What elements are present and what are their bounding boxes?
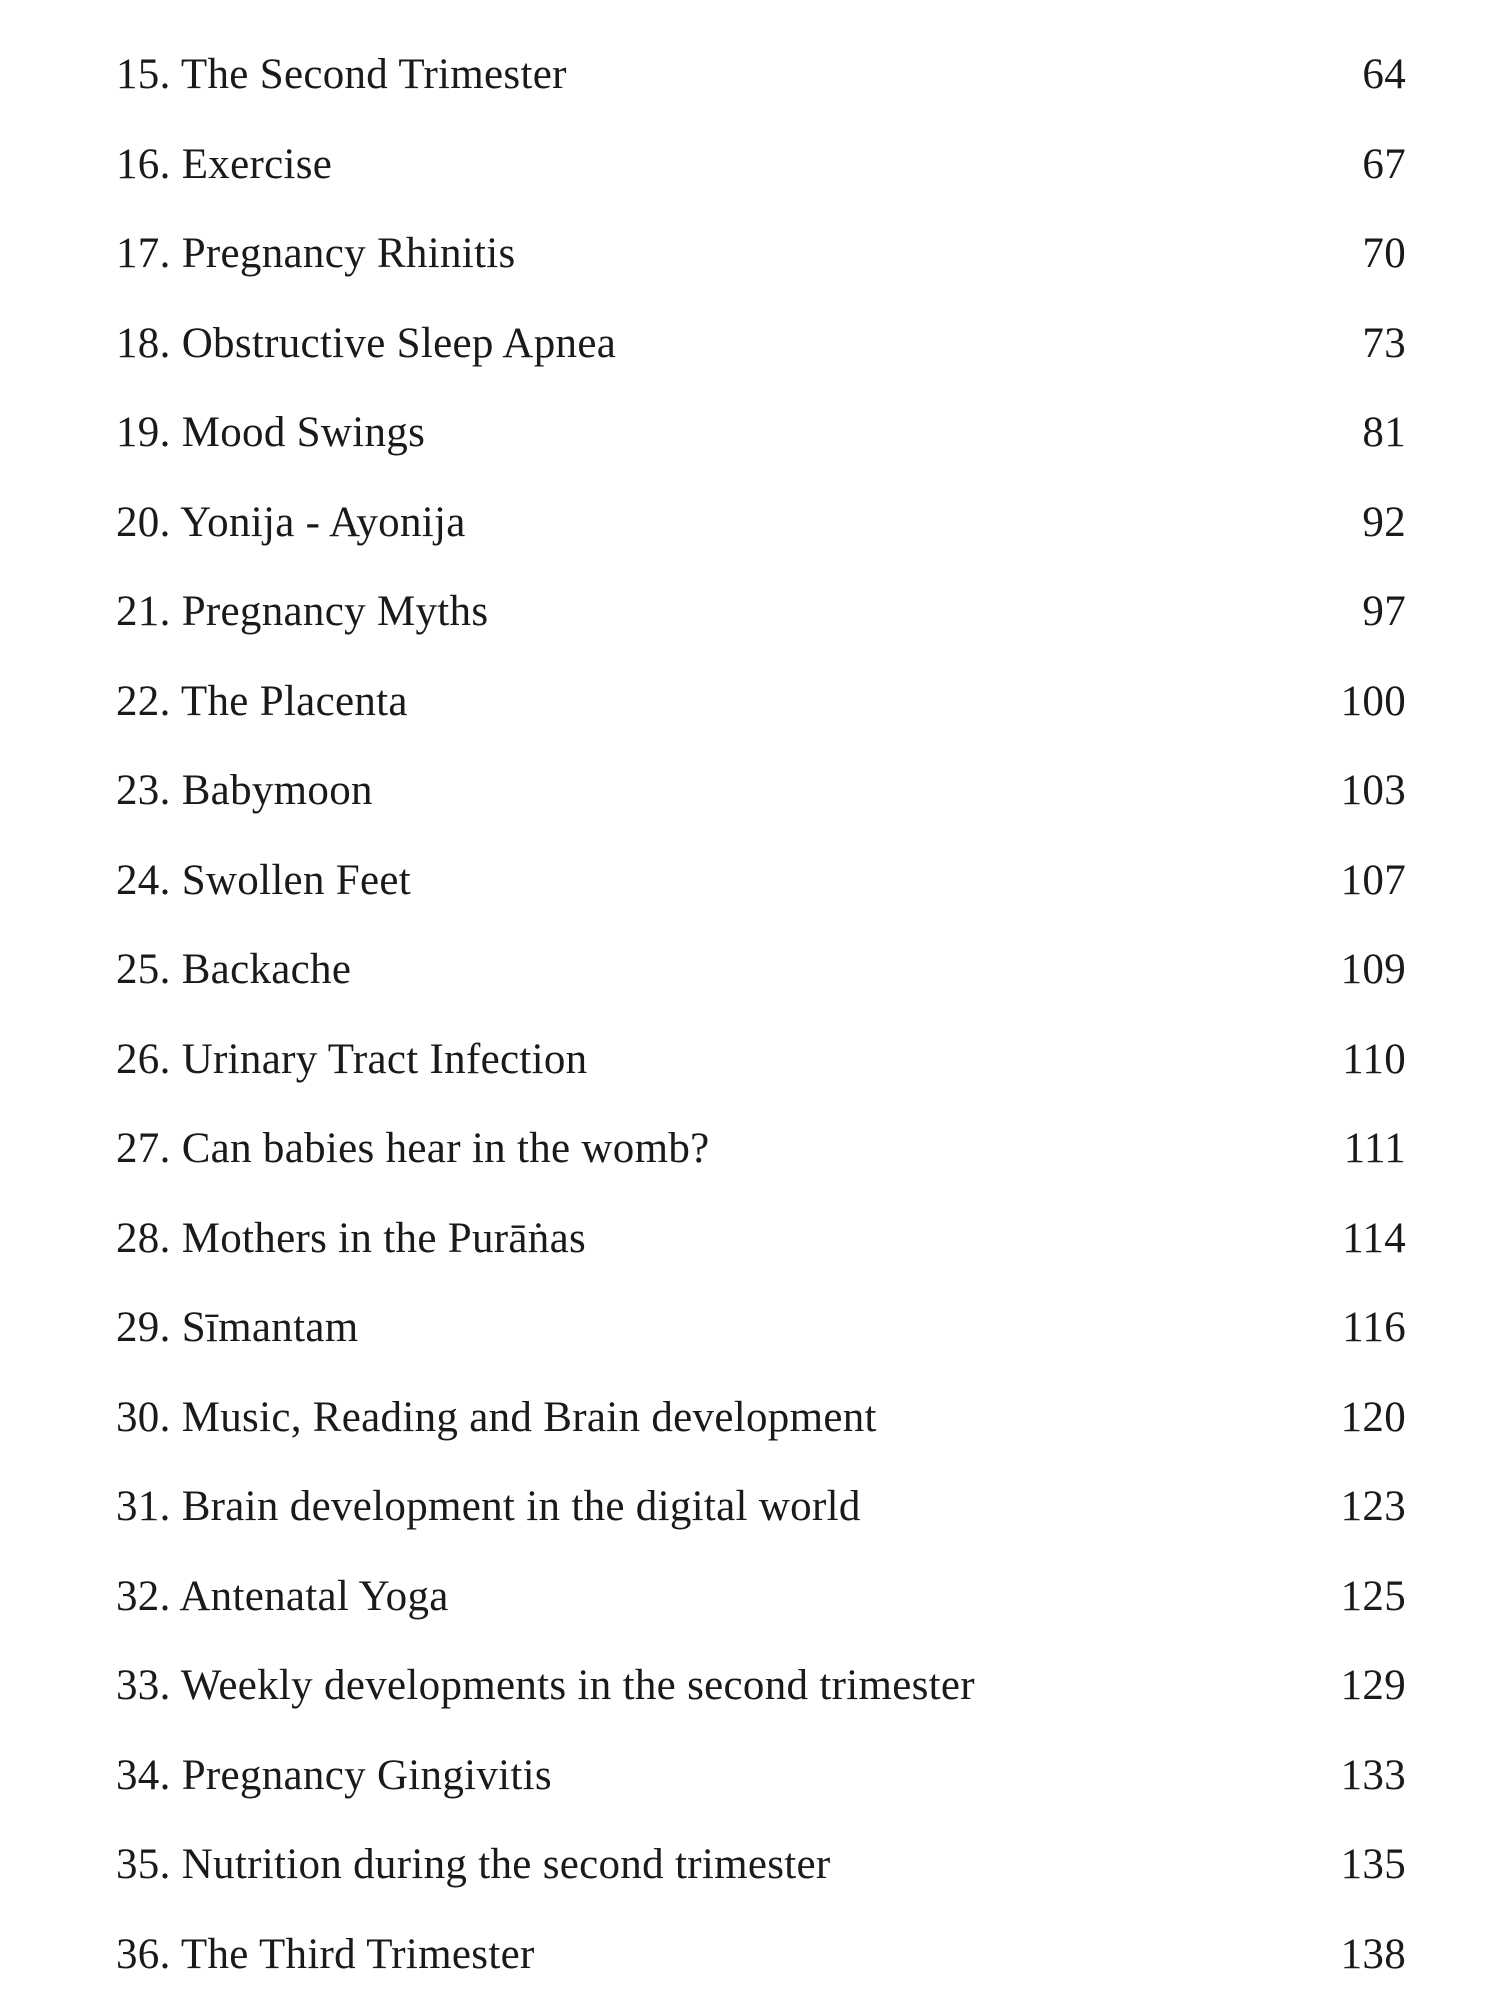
toc-entry-page: 114: [1342, 1206, 1406, 1272]
toc-entry: [116, 758, 1406, 848]
toc-entry-page: 92: [1362, 490, 1406, 556]
toc-entry-page: 109: [1341, 937, 1406, 1003]
toc-entry-page: 116: [1342, 1295, 1406, 1361]
toc-entry-title: 27. Can babies hear in the womb?: [116, 1116, 710, 1182]
toc-entry-page: 133: [1341, 1743, 1406, 1809]
toc-entry-page: 64: [1362, 42, 1406, 108]
toc-entry: [116, 1922, 1406, 2011]
toc-entry-page: 107: [1341, 848, 1406, 914]
toc-entry-title: 28. Mothers in the Purāṅas: [116, 1206, 586, 1272]
toc-entry: [116, 1027, 1406, 1117]
toc-entry-page: 129: [1341, 1653, 1406, 1719]
toc-entry: [116, 400, 1406, 490]
toc-entry-page: 73: [1362, 311, 1406, 377]
toc-entry-title: 19. Mood Swings: [116, 400, 425, 466]
toc-entry: [116, 42, 1406, 132]
toc-entry-page: 111: [1344, 1116, 1406, 1182]
toc-entry: [116, 221, 1406, 311]
toc-entry: [116, 490, 1406, 580]
toc-entry: [116, 132, 1406, 222]
toc-entry-title: 18. Obstructive Sleep Apnea: [116, 311, 616, 377]
toc-entry: [116, 579, 1406, 669]
toc-entry-page: 70: [1362, 221, 1406, 287]
toc-entry: [116, 937, 1406, 1027]
toc-entry: [116, 1295, 1406, 1385]
toc-entry-title: 16. Exercise: [116, 132, 332, 198]
toc-entry-page: 81: [1362, 400, 1406, 466]
table-of-contents: [116, 42, 1406, 2011]
toc-entry: [116, 1653, 1406, 1743]
toc-entry-title: 24. Swollen Feet: [116, 848, 411, 914]
toc-entry-page: 123: [1341, 1474, 1406, 1540]
toc-entry-page: 100: [1341, 669, 1406, 735]
toc-entry-page: 110: [1342, 1027, 1406, 1093]
toc-entry: [116, 669, 1406, 759]
toc-entry-page: 103: [1341, 758, 1406, 824]
toc-entry-title: 31. Brain development in the digital world: [116, 1474, 861, 1540]
toc-entry-page: 138: [1341, 1922, 1406, 1988]
toc-entry-page: 97: [1362, 579, 1406, 645]
toc-entry-title: 20. Yonija - Ayonija: [116, 490, 466, 556]
toc-entry: [116, 1743, 1406, 1833]
toc-entry: [116, 848, 1406, 938]
toc-entry: [116, 311, 1406, 401]
toc-entry-title: 34. Pregnancy Gingivitis: [116, 1743, 552, 1809]
toc-entry-page: 67: [1362, 132, 1406, 198]
toc-entry-title: 36. The Third Trimester: [116, 1922, 535, 1988]
toc-entry: [116, 1474, 1406, 1564]
toc-entry-title: 32. Antenatal Yoga: [116, 1564, 449, 1630]
toc-entry-title: 26. Urinary Tract Infection: [116, 1027, 587, 1093]
toc-entry-page: 135: [1341, 1832, 1406, 1898]
toc-entry-title: 15. The Second Trimester: [116, 42, 567, 108]
toc-entry: [116, 1116, 1406, 1206]
toc-entry-title: 22. The Placenta: [116, 669, 408, 735]
toc-entry: [116, 1832, 1406, 1922]
toc-entry-title: 33. Weekly developments in the second trimester: [116, 1653, 975, 1719]
toc-entry-title: 21. Pregnancy Myths: [116, 579, 488, 645]
toc-entry-title: 23. Babymoon: [116, 758, 373, 824]
toc-entry-title: 30. Music, Reading and Brain development: [116, 1385, 877, 1451]
toc-entry-title: 17. Pregnancy Rhinitis: [116, 221, 516, 287]
toc-entry-title: 25. Backache: [116, 937, 351, 1003]
toc-entry: [116, 1206, 1406, 1296]
toc-entry: [116, 1564, 1406, 1654]
toc-entry-page: 120: [1341, 1385, 1406, 1451]
toc-entry: [116, 1385, 1406, 1475]
toc-entry-page: 125: [1341, 1564, 1406, 1630]
toc-entry-title: 35. Nutrition during the second trimester: [116, 1832, 831, 1898]
toc-entry-title: 29. Sīmantam: [116, 1295, 358, 1361]
